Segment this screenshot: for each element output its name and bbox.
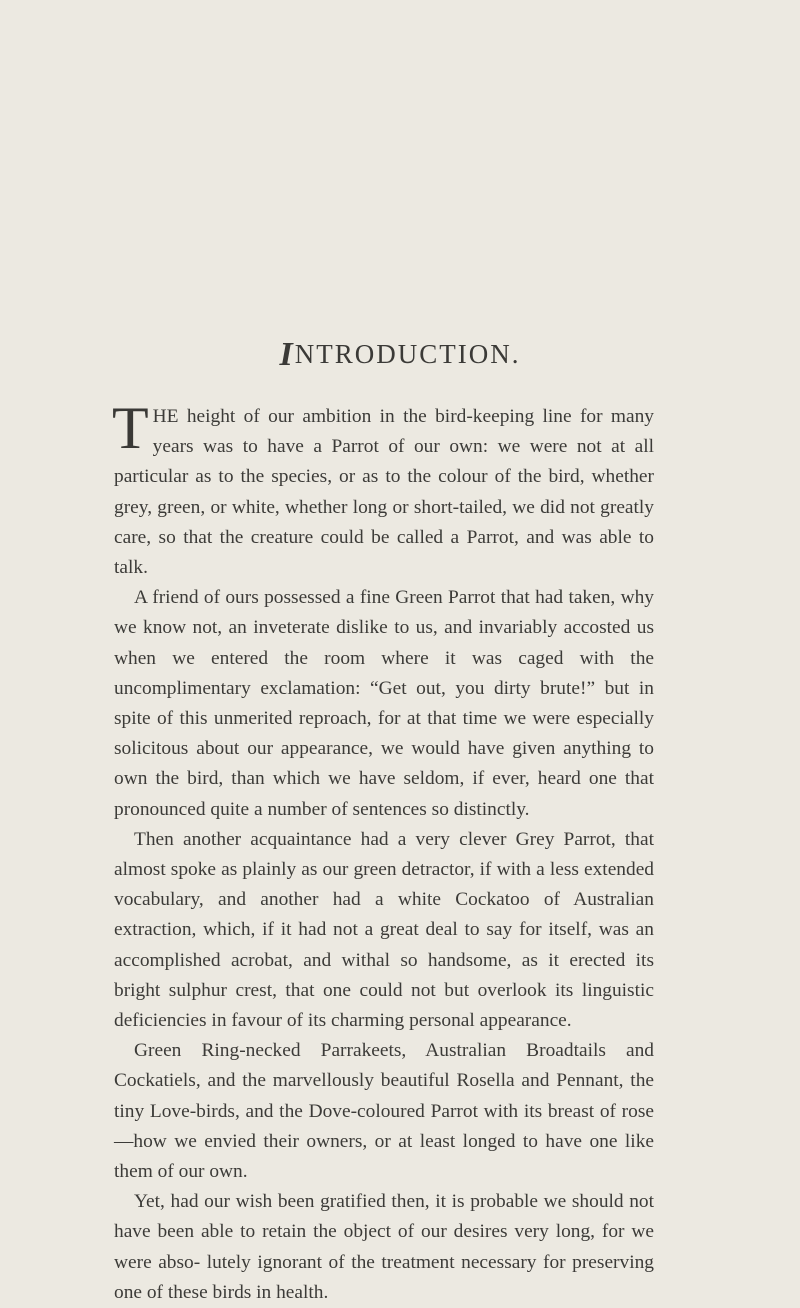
paragraph-2: A friend of ours possessed a fine Green Parrot that had taken, why we know not, an inveterate dislike to us, and invariably accosted us when we entered the room where it was caged with the uncomplimentary exclamation: “Get out, you dirty brute!” but in spite of this unmerited reproach, for at that time we were especially solicitous about our appearance, we would have given anything to own the bird, than which we have seldom, if ever, heard one that pronounced quite a number of sentences so distinctly. (114, 587, 654, 820)
paragraph-1 (112, 395, 654, 583)
body-text (112, 395, 654, 1308)
ornamental-initial: I (279, 336, 293, 373)
paragraph-3: Then another acquaintance had a very clever Grey Parrot, that almost spoke as plainly as our green detractor, if with a less extended vocabulary, and another had a white Cockatoo of Australian extraction, which, if it had not a great deal to say for itself, was an accomplished acrobat, and withal so handsome, as it erected its bright sulphur crest, that one could not but overlook its linguistic deficiencies in favour of its charming personal appearance. (114, 828, 654, 1032)
paragraph-4: Green Ring-necked Parrakeets, Australian Broadtails and Cockatiels, and the marvellously beautiful Rosella and Pennant, the tiny Love-birds, and the Dove-coloured Parrot with its breast of rose—how we envied their owners, or at least longed to have one like them of our own. (114, 1040, 654, 1183)
chapter-heading-text: NTRODUCTION. (294, 339, 521, 369)
chapter-heading (0, 336, 800, 373)
paragraph-text: HE height of our ambition in the bird-keeping line for many years was to have a Parrot of our own: we were not at all particular as to the species, or as to the colour of the bird, whether grey, green, or white, whether long or short-tailed, we did not greatly care, so that the creature could be called a Parrot, and was able to talk. (114, 406, 654, 579)
paragraph-5: Yet, had our wish been gratified then, it is probable we should not have been able to retain the object of our desires very long, for we were abso- lutely ignorant of the treatment necessary for preserving one of these birds in health. (114, 1191, 654, 1303)
drop-cap: T (112, 395, 149, 461)
